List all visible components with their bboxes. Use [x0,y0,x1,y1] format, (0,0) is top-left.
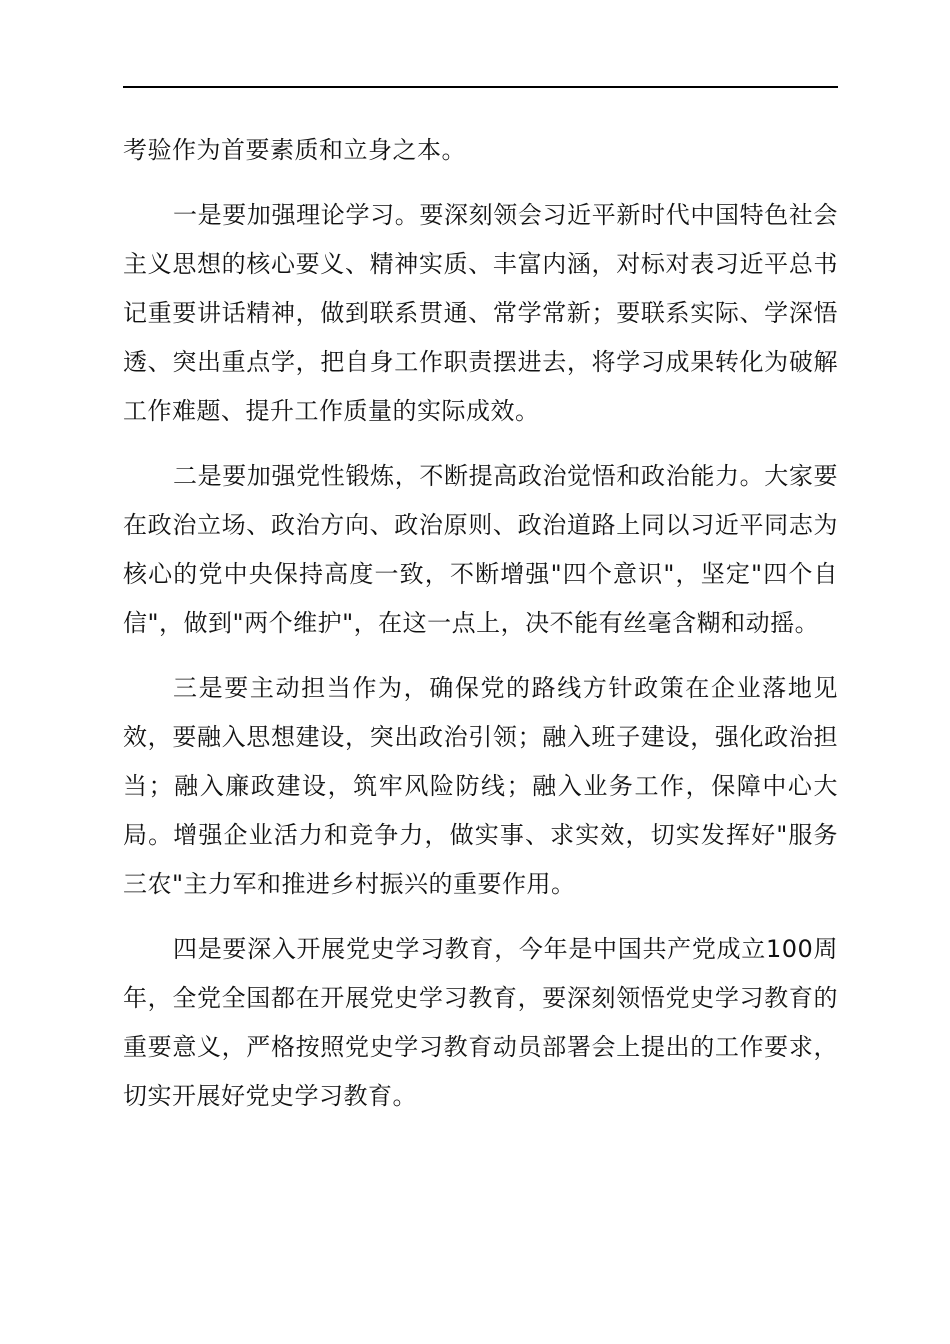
paragraph-party-spirit: 二是要加强党性锻炼，不断提高政治觉悟和政治能力。大家要在政治立场、政治方向、政治原则、政治道路上同以习近平同志为核心的党中央保持高度一致，不断增强"四个意识"，坚定"四个自信"，做到"两个维护"，在这一点上，决不能有丝毫含糊和动摇。 [123,462,838,637]
paragraph-theory-study: 一是要加强理论学习。要深刻领会习近平新时代中国特色社会主义思想的核心要义、精神实质、丰富内涵，对标对表习近平总书记重要讲话精神，做到联系贯通、常学常新；要联系实际、学深悟透、突出重点学，把自身工作职责摆进去，将学习成果转化为破解工作难题、提升工作质量的实际成效。 [123,201,838,425]
paragraph-party-history: 四是要深入开展党史学习教育，今年是中国共产党成立100周年，全党全国都在开展党史学习教育，要深刻领悟党史学习教育的重要意义，严格按照党史学习教育动员部署会上提出的工作要求，切实开展好党史学习教育。 [123,935,838,1110]
document-page [123,0,838,1344]
document-body [123,126,838,1137]
header-rule [123,86,838,88]
paragraph-take-responsibility: 三是要主动担当作为，确保党的路线方针政策在企业落地见效，要融入思想建设，突出政治引领；融入班子建设，强化政治担当；融入廉政建设，筑牢风险防线；融入业务工作，保障中心大局。增强企业活力和竞争力，做实事、求实效，切实发挥好"服务三农"主力军和推进乡村振兴的重要作用。 [123,674,838,898]
paragraph-continuation: 考验作为首要素质和立身之本。 [123,136,466,164]
